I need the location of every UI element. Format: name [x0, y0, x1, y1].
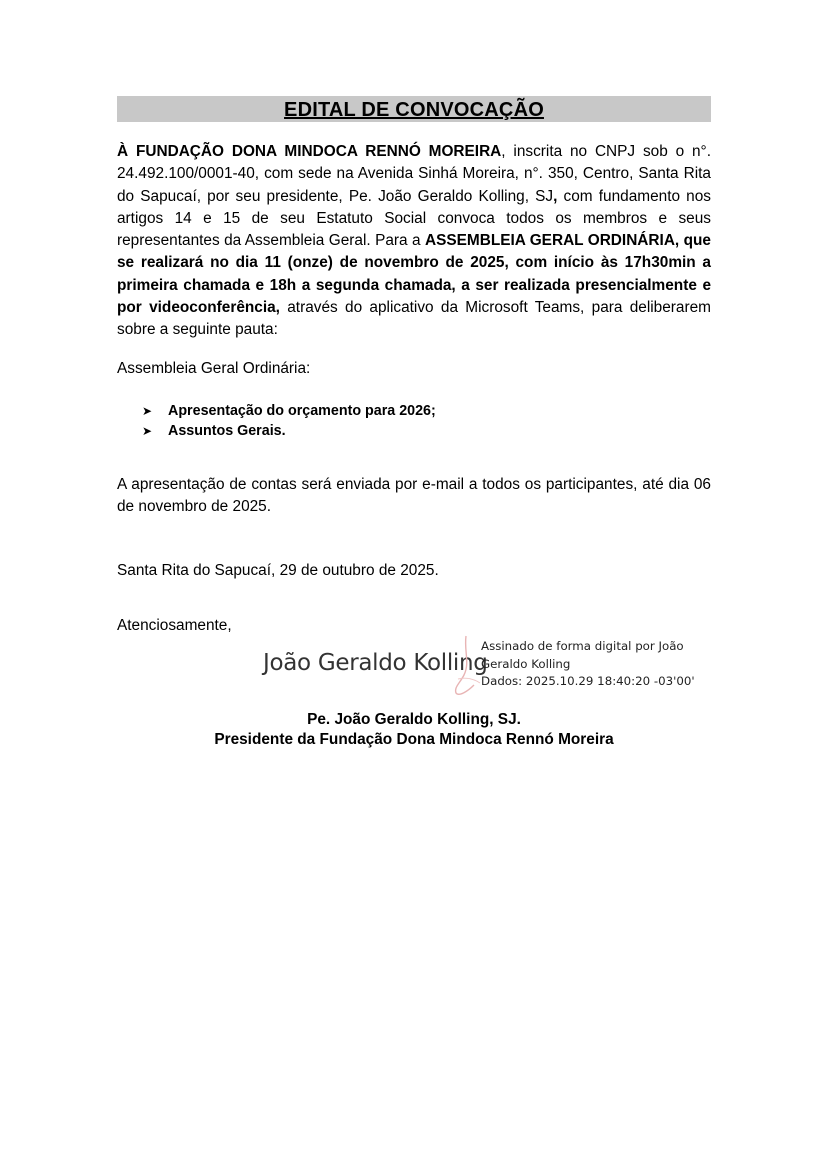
signer-block — [117, 710, 711, 750]
signature-info-line: Geraldo Kolling — [481, 656, 571, 671]
intro-text-3: através do aplicativo da Microsoft Teams, para deliberarem sobre a seguinte pauta: — [117, 299, 711, 339]
document-title: EDITAL DE CONVOCAÇÃO — [284, 99, 544, 121]
signature-info-line: Dados: 2025.10.29 18:40:20 -03'00' — [481, 674, 695, 688]
intro-paragraph — [117, 141, 711, 342]
signature-name: João Geraldo Kolling — [263, 650, 488, 676]
list-item — [142, 401, 436, 421]
arrow-bullet-icon: ➤ — [142, 404, 153, 418]
agenda-label: Assembleia Geral Ordinária: — [117, 360, 311, 377]
place-date: Santa Rita do Sapucaí, 29 de outubro de 2025. — [117, 562, 439, 579]
list-item — [142, 421, 436, 441]
signer-name: Pe. João Geraldo Kolling, SJ. — [307, 711, 521, 728]
signature-info-line: Assinado de forma digital por João — [481, 639, 684, 653]
accounts-note: A apresentação de contas será enviada por e-mail a todos os participantes, até dia 06 de novembro de 2025. — [117, 476, 711, 516]
arrow-bullet-icon: ➤ — [142, 424, 153, 438]
agenda-item-text: Apresentação do orçamento para 2026; — [168, 403, 436, 419]
signer-role: Presidente da Fundação Dona Mindoca Rennó Moreira — [214, 731, 614, 748]
agenda-list — [142, 401, 436, 441]
intro-comma: , — [553, 187, 558, 205]
agenda-item-text: Assuntos Gerais. — [168, 423, 286, 439]
closing: Atenciosamente, — [117, 617, 232, 634]
org-name: À FUNDAÇÃO DONA MINDOCA RENNÓ MOREIRA — [117, 143, 502, 160]
digital-signature-info — [481, 638, 695, 691]
intro-text-2: com fundamento nos artigos 14 e 15 de seu Estatuto Social convoca todos os membros e seus representantes da Assembleia Geral. Para a — [117, 187, 711, 250]
title-banner — [117, 96, 711, 122]
intro-text-1: , inscrita no CNPJ sob o n°. 24.492.100/0001-40, com sede na Avenida Sinhá Moreira, n°. 350, Centro, Santa Rita do Sapucaí, por seu presidente, Pe. João Geraldo Kolling, SJ — [117, 143, 711, 205]
assembly-details: ASSEMBLEIA GERAL ORDINÁRIA, que se realizará no dia 11 (onze) de novembro de 2025, com início às 17h30min a primeira chamada e 18h a segunda chamada, a ser realizada presencialmente e por videoconferência, — [117, 232, 711, 317]
